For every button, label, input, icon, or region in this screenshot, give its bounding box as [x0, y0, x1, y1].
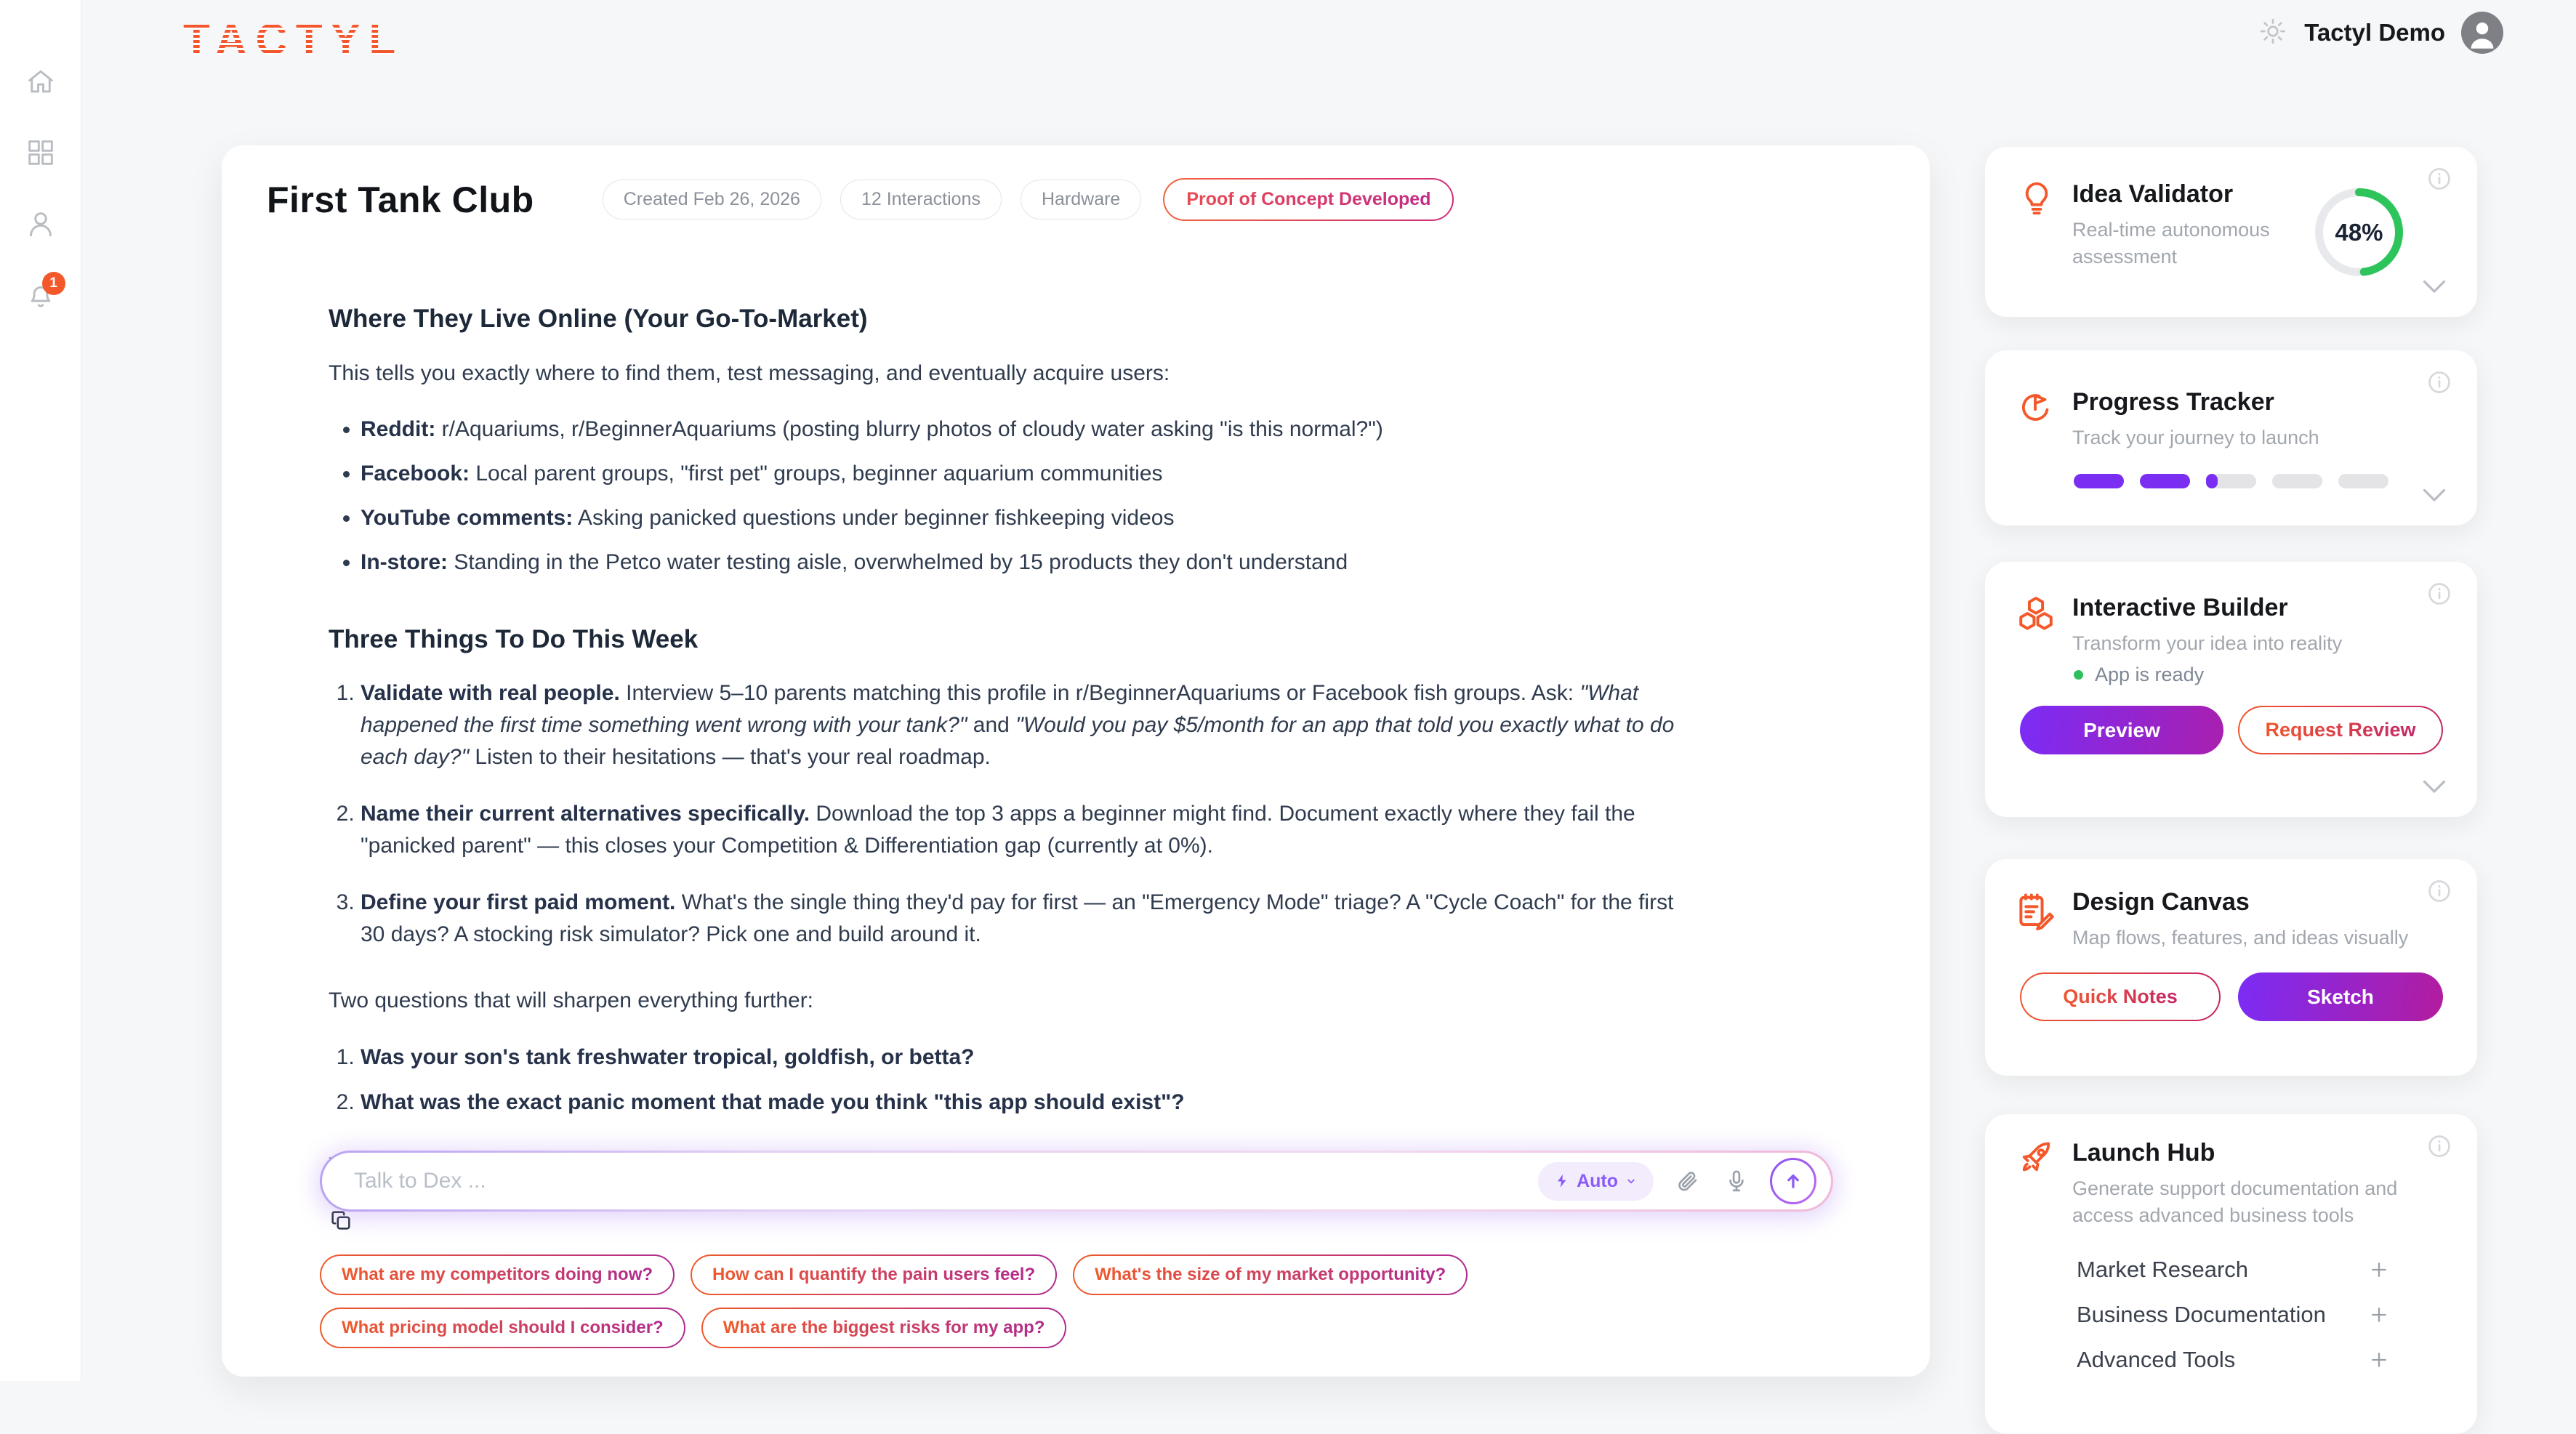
info-button[interactable] [2426, 581, 2452, 611]
page-title: First Tank Club [267, 179, 534, 220]
voice-input-button[interactable] [1720, 1165, 1752, 1197]
info-icon [2426, 1133, 2452, 1159]
widget-title: Launch Hub [2072, 1139, 2215, 1167]
interactive-builder-card [1985, 562, 2477, 817]
list-item: • In-store: Standing in the Petco water testing aisle, overwhelmed by 15 products they don't understand [361, 544, 1689, 580]
sidebar-item-notifications[interactable] [23, 275, 58, 313]
info-button[interactable] [2426, 369, 2452, 399]
info-button[interactable] [2426, 878, 2452, 908]
launch-hub-card [1985, 1114, 2477, 1434]
doc-action-list [329, 677, 1689, 951]
widget-subtitle: Map flows, features, and ideas visually [2072, 927, 2409, 948]
notepad-pencil-icon [2014, 890, 2055, 934]
sketch-button[interactable]: Sketch [2238, 972, 2443, 1021]
suggestion-chip[interactable]: What are the biggest risks for my app? [701, 1308, 1067, 1348]
launch-hub-item[interactable] [1985, 1257, 2477, 1283]
list-item: 1. Was your son's tank freshwater tropical, goldfish, or betta? [361, 1042, 1689, 1074]
project-header [267, 178, 1454, 221]
info-icon [2426, 369, 2452, 395]
suggestion-chip[interactable]: What are my competitors doing now? [320, 1254, 675, 1295]
doc-paragraph: Two questions that will sharpen everything further: [329, 988, 814, 1012]
user-name: Tactyl Demo [2304, 19, 2445, 46]
brand-logo[interactable]: TACTYL [183, 15, 405, 64]
project-badge: 12 Interactions [840, 180, 1002, 219]
sidebar-item-profile[interactable] [23, 206, 58, 241]
widget-title: Interactive Builder [2072, 594, 2288, 621]
suggestion-chips [320, 1254, 1839, 1348]
paperclip-icon [1674, 1168, 1700, 1194]
widget-title: Design Canvas [2072, 888, 2250, 916]
microphone-icon [1723, 1168, 1750, 1194]
app-status [2074, 664, 2204, 686]
theme-toggle[interactable] [2258, 16, 2288, 50]
home-icon [24, 65, 57, 98]
widget-subtitle: Track your journey to launch [2072, 427, 2319, 448]
widget-subtitle: Real-time autonomous assessment [2072, 219, 2270, 267]
progress-tracker-card [1985, 350, 2477, 525]
suggestion-chip[interactable]: What's the size of my market opportunity? [1073, 1254, 1468, 1295]
status-text: App is ready [2095, 664, 2205, 685]
attach-file-button[interactable] [1671, 1165, 1703, 1197]
plus-icon[interactable] [2368, 1259, 2390, 1281]
launch-hub-item-label: Market Research [2077, 1257, 2249, 1282]
progress-segment [2206, 474, 2256, 488]
suggestion-chip[interactable]: What pricing model should I consider? [320, 1308, 685, 1348]
info-button[interactable] [2426, 1133, 2452, 1163]
progress-segments [2074, 474, 2388, 488]
project-badge: Created Feb 26, 2026 [603, 180, 821, 219]
list-item: 2. Name their current alternatives specifically. Download the top 3 apps a beginner might find. Document exactly where they fail the "panicked parent" — this closes your Competition & Differentiation gap (currently at 0%). [361, 798, 1689, 862]
expand-button[interactable] [2420, 778, 2448, 799]
chevron-down-icon [2420, 487, 2448, 504]
launch-hub-item-label: Advanced Tools [2077, 1347, 2236, 1372]
list-item: 1. Validate with real people. Interview 5–10 parents matching this profile in r/BeginnerAquariums or Facebook fish groups. Ask: "What happened the first time something went wrong with your tank?" and "Would you pay $5/month for an app that told you exactly what to do each day?" Listen to their hesitations — that's your real roadmap. [361, 677, 1689, 773]
doc-question-list [329, 1042, 1689, 1119]
chevron-down-icon [1625, 1175, 1638, 1188]
left-sidebar [0, 0, 81, 1381]
launch-hub-item[interactable] [1985, 1347, 2477, 1373]
list-item: • Reddit: r/Aquariums, r/BeginnerAquariums (posting blurry photos of cloudy water asking "is this normal?") [361, 411, 1689, 447]
launch-hub-items [1985, 1257, 2477, 1373]
preview-button[interactable]: Preview [2020, 706, 2223, 754]
doc-heading: Where They Live Online (Your Go-To-Market) [329, 305, 868, 333]
widget-subtitle: Transform your idea into reality [2072, 632, 2343, 654]
sidebar-item-dashboard[interactable] [23, 135, 58, 170]
cubes-icon [2016, 594, 2056, 638]
user-icon [24, 207, 57, 241]
doc-paragraph: This tells you exactly where to find them, test messaging, and eventually acquire users: [329, 361, 1170, 385]
copy-message-button[interactable] [329, 1208, 1689, 1236]
suggestion-chip[interactable]: How can I quantify the pain users feel? [691, 1254, 1057, 1295]
list-item: 2. What was the exact panic moment that made you think "this app should exist"? [361, 1087, 1689, 1119]
chat-input[interactable] [354, 1153, 1521, 1209]
launch-hub-item-label: Business Documentation [2077, 1302, 2326, 1327]
widget-title: Progress Tracker [2072, 388, 2274, 416]
badge-row [603, 180, 1142, 219]
avatar[interactable] [2461, 12, 2503, 54]
idea-validator-card [1985, 147, 2477, 317]
project-card [222, 145, 1930, 1377]
rocket-icon [2016, 1139, 2055, 1182]
plus-icon[interactable] [2368, 1349, 2390, 1371]
status-dot [2074, 670, 2083, 680]
send-button[interactable] [1770, 1158, 1816, 1204]
info-icon [2426, 166, 2452, 192]
progress-segment [2074, 474, 2124, 488]
request-review-button[interactable]: Request Review [2238, 706, 2443, 754]
chevron-down-icon [2420, 278, 2448, 296]
user-cluster [2258, 12, 2503, 54]
info-button[interactable] [2426, 166, 2452, 196]
doc-heading: Three Things To Do This Week [329, 625, 699, 653]
info-icon [2426, 878, 2452, 904]
widget-subtitle: Generate support documentation and access advanced business tools [2072, 1177, 2398, 1226]
model-mode-selector[interactable]: Auto [1538, 1162, 1654, 1201]
quick-notes-button[interactable]: Quick Notes [2020, 972, 2221, 1021]
copy-icon [329, 1208, 353, 1233]
list-item: 3. Define your first paid moment. What's the single thing they'd pay for first — an "Emergency Mode" triage? A "Cycle Coach" for the first 30 days? A stocking risk simulator? Pick one and build around it. [361, 887, 1689, 951]
lightbulb-icon [2017, 179, 2056, 222]
status-badge: Proof of Concept Developed [1163, 178, 1454, 221]
document-scroll-area[interactable] [329, 258, 1689, 1151]
notification-badge: 1 [42, 272, 65, 295]
avatar-person-icon [2461, 12, 2503, 54]
list-item: • YouTube comments: Asking panicked questions under beginner fishkeeping videos [361, 500, 1689, 536]
design-canvas-card [1985, 859, 2477, 1076]
sidebar-item-home[interactable] [23, 64, 58, 99]
score-value: 48% [2335, 218, 2383, 246]
arrow-up-icon [1782, 1170, 1804, 1192]
plus-icon[interactable] [2368, 1304, 2390, 1326]
sun-icon [2258, 16, 2288, 47]
info-icon [2426, 581, 2452, 607]
bolt-icon [1554, 1173, 1570, 1189]
progress-segment [2272, 474, 2322, 488]
progress-segment [2140, 474, 2190, 488]
chevron-down-icon [2420, 778, 2448, 796]
grid-icon [24, 136, 57, 169]
chat-input-bar [320, 1151, 1833, 1212]
doc-bullet-list [329, 411, 1689, 580]
progress-segment [2338, 474, 2388, 488]
list-item: • Facebook: Local parent groups, "first pet" groups, beginner aquarium communities [361, 456, 1689, 491]
score-ring [2311, 184, 2407, 281]
launch-hub-item[interactable] [1985, 1302, 2477, 1328]
expand-button[interactable] [2420, 487, 2448, 508]
goal-flag-icon [2016, 388, 2055, 431]
expand-button[interactable] [2420, 278, 2448, 299]
project-badge: Hardware [1021, 180, 1141, 219]
widget-title: Idea Validator [2072, 180, 2234, 208]
